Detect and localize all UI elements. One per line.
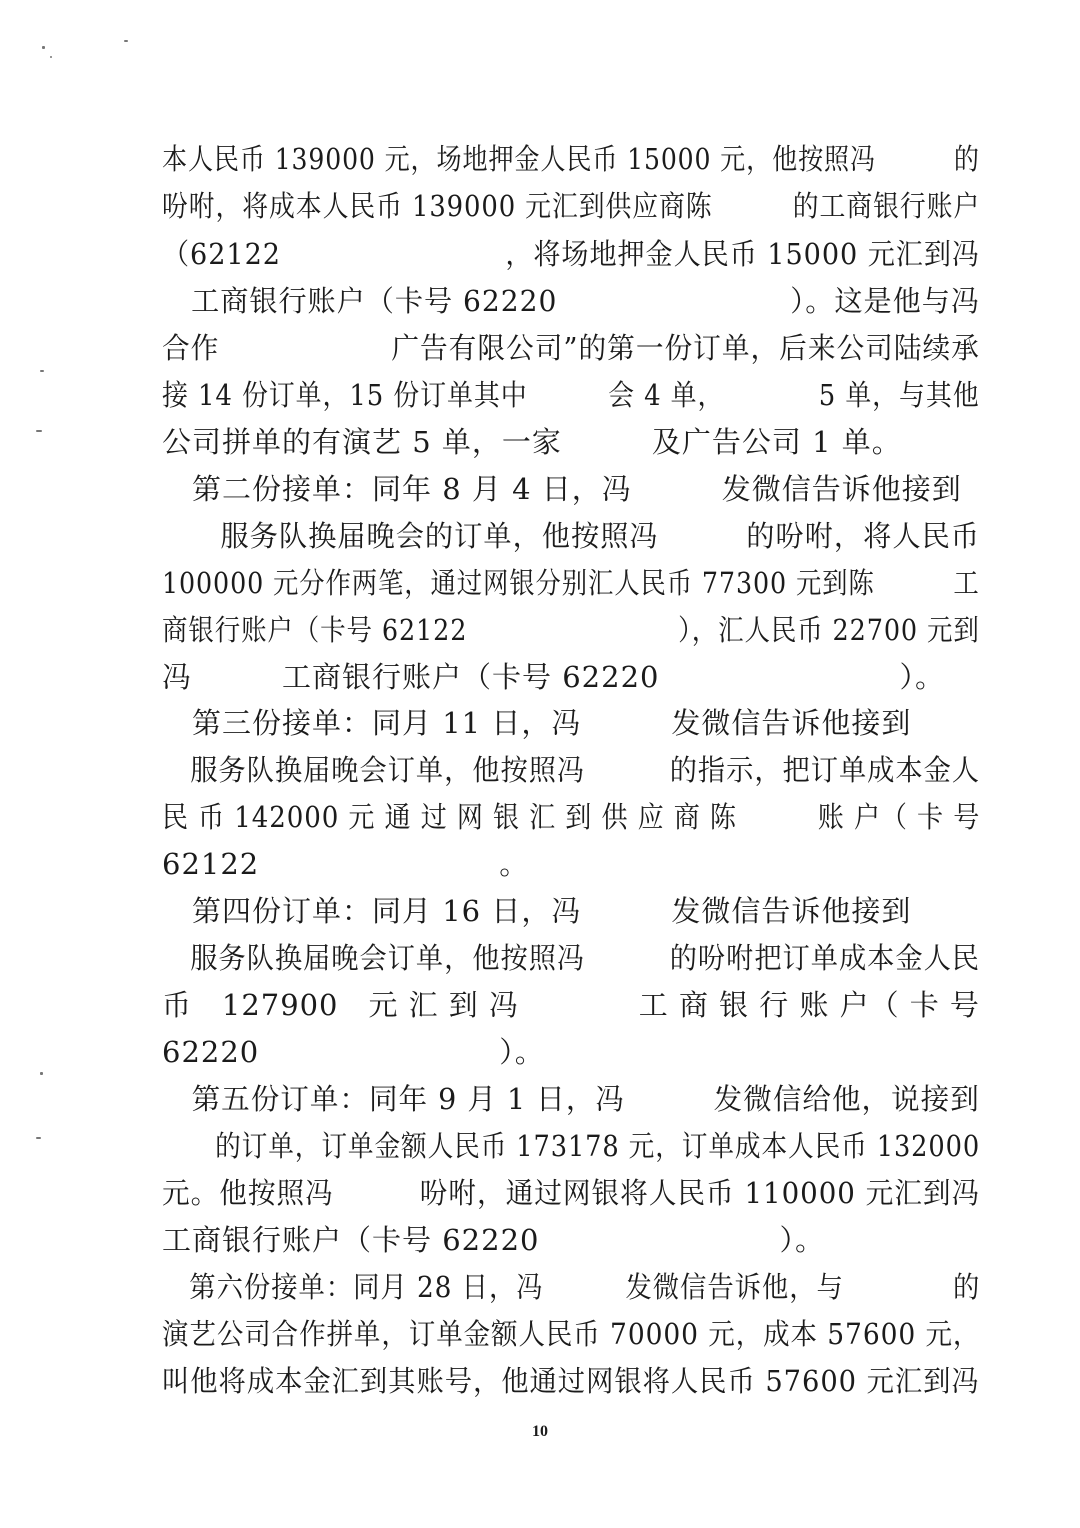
text-line: 服务队换届晚会的订单，他按照冯 的吩咐，将人民币: [162, 519, 981, 553]
text-line: 第四份订单：同月 16 日，冯 发微信告诉他接到: [162, 894, 912, 928]
text-line: 100000 元分作两笔，通过网银分别汇人民币 77300 元到陈 工: [162, 566, 980, 600]
text-line: 第二份接单：同年 8 月 4 日，冯 发微信告诉他接到: [162, 472, 962, 506]
text-line: 币 127900 元 汇 到 冯 工 商 银 行 账 户（ 卡 号: [162, 988, 980, 1022]
text-line: 的订单，订单金额人民币 173178 元，订单成本人民币 132000: [162, 1129, 981, 1163]
text-line: 元。他按照冯 吩咐，通过网银将人民币 110000 元汇到冯: [162, 1176, 981, 1210]
text-line: 本人民币 139000 元，场地押金人民币 15000 元，他按照冯 的: [162, 142, 980, 176]
text-line: 服务队换届晚会订单，他按照冯 的吩咐把订单成本金人民: [162, 941, 981, 975]
text-line: （62122 ，将场地押金人民币 15000 元汇到冯: [162, 237, 980, 271]
scan-speck: [36, 1137, 41, 1139]
text-line: 第三份接单：同月 11 日，冯 发微信告诉他接到: [162, 706, 912, 740]
page-number: 10: [532, 1423, 548, 1440]
text-line: 工商银行账户（卡号 62220 ）。: [162, 1223, 825, 1257]
text-line: 商银行账户（卡号 62122 ），汇人民币 22700 元到: [162, 613, 980, 647]
text-line: 冯 工商银行账户（卡号 62220 ）。: [162, 660, 945, 694]
text-line: 合作 广告有限公司”的第一份订单，后来公司陆续承: [162, 331, 980, 365]
text-line: 62220 ）。: [162, 1035, 545, 1069]
text-line: 工商银行账户（卡号 62220 ）。这是他与冯: [162, 284, 980, 318]
text-line: 演艺公司合作拼单，订单金额人民币 70000 元，成本 57600 元，: [162, 1317, 981, 1351]
text-line: 第五份订单：同年 9 月 1 日，冯 发微信给他，说接到: [162, 1082, 980, 1116]
text-line: 民 币 142000 元 通 过 网 银 汇 到 供 应 商 陈 账 户（ 卡 号: [162, 800, 981, 834]
text-line: 62122 。: [162, 847, 530, 881]
text-line: 公司拼单的有演艺 5 单，一家 及广告公司 1 单。: [162, 425, 902, 459]
scan-speck: [50, 56, 52, 58]
scan-speck: [36, 430, 42, 432]
text-line: 叫他将成本金汇到其账号，他通过网银将人民币 57600 元汇到冯: [162, 1364, 980, 1398]
scan-speck: [40, 370, 44, 372]
text-line: 第六份接单：同月 28 日，冯 发微信告诉他，与 的: [162, 1270, 981, 1304]
text-line: 接 14 份订单，15 份订单其中 会 4 单， 5 单，与其他: [162, 378, 980, 412]
scan-speck: [124, 40, 128, 42]
scan-speck: [40, 1072, 43, 1075]
text-line: 吩咐，将成本人民币 139000 元汇到供应商陈 的工商银行账户: [162, 189, 981, 223]
text-line: 服务队换届晚会订单，他按照冯 的指示，把订单成本金人: [162, 753, 981, 787]
scan-speck: [42, 46, 45, 49]
